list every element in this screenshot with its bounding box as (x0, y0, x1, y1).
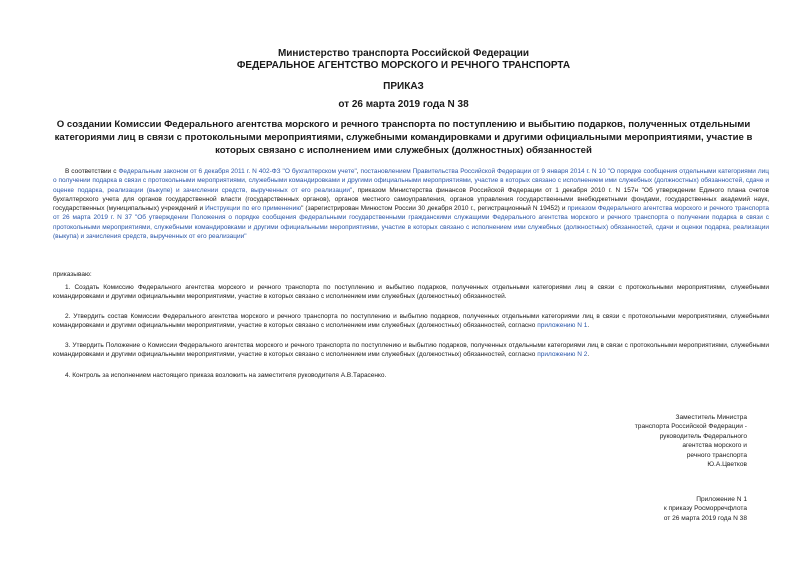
preamble-text-4: " (зарегистрирован Минюстом России 30 декабря 2010 г., регистрационный N 19452) и (301, 205, 568, 213)
signature-line-2: транспорта Российской Федерации - (634, 423, 747, 431)
preamble-text-2: , (356, 168, 361, 175)
appendix-1-link[interactable]: приложению N 1 (537, 322, 588, 330)
appendix-date: от 26 марта 2019 года N 38 (663, 514, 747, 522)
orders-word: приказываю: (53, 271, 92, 278)
order-item-1: 1. Создать Комиссию Федерального агентства морского и речного транспорта по поступлению и выбытию подарков, полученных отдельными категориями лиц в связи с протокольными мероприятиями, служебными командировками и другими официальными мероприятиями, участие в которых связано с исполнением ими служебных (должностных) обязанностей. (53, 284, 769, 301)
signature-line-1: Заместитель Министра (675, 414, 747, 421)
appendix-title: Приложение N 1 (696, 496, 747, 503)
order-item-2 (53, 312, 769, 331)
preamble-text-1: В соответствии с (65, 168, 119, 175)
appendix-ref: к приказу Росморречфлота (663, 505, 747, 513)
government-decree-link[interactable]: постановлением Правительства Российской Федерации от 9 января 2014 г. N 10 "О порядке сообщения отдельными категориями лиц о получении подарка в связи с протокольными мероприятиями, служебными командировками и другими официальными мероприятиями, участие в которых связано с исполнением ими служебных (должностных) обязанностей, сдаче и оценке подарка, реализации (выкупе) и зачислении средств, вырученных от его реализации" (53, 168, 770, 194)
ministry-name: Министерство транспорта Российской Федерации (277, 48, 530, 59)
order-item-2-end: . (587, 322, 590, 330)
document-type: ПРИКАЗ (383, 81, 424, 92)
appendix-2-link[interactable]: приложению N 2 (537, 351, 588, 359)
agency-name: ФЕДЕРАЛЬНОЕ АГЕНТСТВО МОРСКОГО И РЕЧНОГО ТРАНСПОРТА (236, 60, 571, 71)
signature-block (635, 413, 747, 469)
document-date-number: от 26 марта 2019 года N 38 (338, 99, 469, 110)
signature-line-3: руководитель Федерального (659, 432, 747, 440)
order-item-3 (53, 341, 769, 360)
order-item-4: 4. Контроль за исполнением настоящего приказа возложить на заместителя руководителя А.В.Тарасенко. (65, 372, 387, 379)
order-item-3-end: . (587, 351, 590, 359)
agency-order-37-link[interactable]: приказом Федерального агентства морского и речного транспорта от 26 марта 2019 г. N 37 "Об утверждении Положения о порядке сообщения федеральными государственными гражданскими служащими Федерального агентства морского и речного транспорта о получении подарка в связи с протокольными мероприятиями, служебными командировками и другими официальными мероприятиями, участие в которых связано с исполнением ими служебных (должностных) обязанностей, сдачи и оценки подарка, реализации (выкупа) и зачисления средств, вырученных от его реализации" (53, 205, 769, 241)
document-title: О создании Комиссии Федерального агентства морского и речного транспорта по поступлению и выбытию подарков, полученных отдельными категориями лиц в связи с протокольными мероприятиями, служебными командировками и другими официальными мероприятиями, участие в которых связано с исполнением ими служебных (должностных) обязанностей (54, 119, 753, 156)
signature-name: Ю.А.Цветков (707, 461, 747, 469)
signature-line-5: речного транспорта (686, 451, 747, 459)
order-item-3-text: 3. Утвердить Положение о Комиссии Федерального агентства морского и речного транспорта по поступлению и выбытию подарков, полученных отдельными категориями лиц в связи с протокольными мероприятиями, служебными командировками и другими официальными мероприятиями, участие в которых связано с исполнением ими служебных (должностных) обязанностей, согласно (53, 342, 769, 359)
order-item-2-text: 2. Утвердить состав Комиссии Федерального агентства морского и речного транспорта по поступлению и выбытию подарков, полученных отдельными категориями лиц в связи с протокольными мероприятиями, служебными командировками и другими официальными мероприятиями, участие в которых связано с исполнением ими служебных (должностных) обязанностей, согласно (53, 313, 769, 330)
instruction-link[interactable]: Инструкции по его применению (205, 205, 302, 213)
signature-line-4: агентства морского и (682, 442, 747, 450)
preamble-paragraph (53, 167, 769, 241)
law-402fz-link[interactable]: Федеральным законом от 6 декабря 2011 г. N 402-ФЗ "О бухгалтерском учете" (118, 168, 357, 175)
preamble-text-3: , приказом Министерства финансов Российской Федерации от 1 декабря 2010 г. N 157н "Об утверждении Единого плана счетов бухгалтерского учета для органов государственной власти (государственных органов), органов местного самоуправления, органов управления государственными внебюджетными фондами, государственных академий наук, государственных (муниципальных) учреждений и (53, 186, 769, 213)
appendix-header (664, 495, 747, 523)
